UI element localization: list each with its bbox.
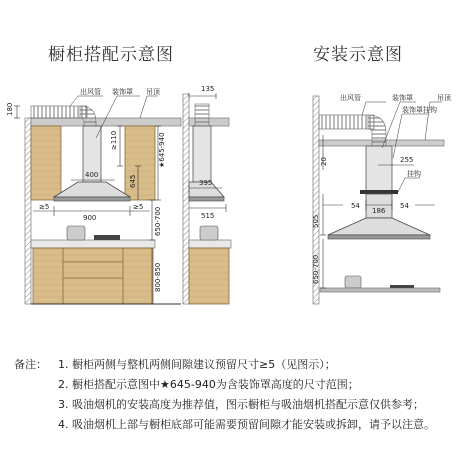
dim-395: 395: [199, 179, 213, 187]
base-cabinet: [33, 248, 153, 304]
dim-r650-700: 650-700: [312, 254, 320, 284]
dim-r54-right: 54: [400, 202, 409, 210]
dim-515: 515: [201, 212, 215, 220]
note-text: 1. 橱柜两侧与整机两侧间隙建议预留尺寸≥5（见图示）；: [58, 358, 336, 371]
label-decor-cover: 装饰罩: [112, 88, 133, 96]
dim-r186: 186: [372, 207, 386, 215]
left-wall: [25, 118, 31, 304]
pot-icon: [67, 226, 85, 240]
dim-650-700: 650-700: [154, 206, 162, 236]
hood-canopy: [54, 182, 130, 197]
upper-cabinet-left: [31, 126, 61, 200]
label-right-outlet-pipe: 出风管: [340, 94, 361, 102]
label-ceiling: 吊顶: [146, 88, 160, 96]
dim-gap-right: ≥5: [133, 203, 144, 211]
right-chimney: [366, 146, 392, 194]
installation-diagram: [312, 93, 452, 304]
label-right-decor-cover: 装饰罩: [392, 94, 413, 102]
notes-prefix: 备注：: [14, 358, 47, 371]
note-item: [14, 355, 454, 375]
side-chimney: [193, 126, 211, 182]
dim-900: 900: [83, 214, 97, 222]
side-cabinet: [189, 248, 229, 304]
dim-r255: 255: [400, 156, 414, 164]
dim-800-850: 800-850: [154, 262, 162, 292]
note-item: [14, 395, 454, 415]
note-text: 3. 吸油烟机的安装高度为推荐值，图示橱柜与吸油烟机搭配示意仅供参考；: [58, 398, 424, 411]
label-hook: 挂钩: [407, 170, 421, 178]
left-diagram-title: 橱柜搭配示意图: [48, 45, 174, 65]
right-diagram-title: 安装示意图: [313, 45, 403, 65]
outlet-duct-horizontal: [31, 106, 87, 118]
hook-bar: [360, 190, 398, 194]
note-text: 4. 吸油烟机上部与橱柜底部可能需要预留间隙才能安装或拆卸，请予以注意。: [58, 418, 435, 431]
label-outlet-pipe: 出风管: [80, 88, 101, 96]
ceiling-slab: [31, 118, 181, 126]
right-hood-canopy: [328, 218, 430, 235]
cabinet-diagram: [6, 87, 181, 304]
dim-645-940: ★645-940: [158, 132, 166, 168]
label-decor-hook: 装饰罩挂钩: [402, 106, 437, 114]
label-right-ceiling: 吊顶: [437, 94, 451, 102]
note-text: 2. 橱柜搭配示意图中★645-940为含装饰罩高度的尺寸范围；: [58, 378, 359, 391]
right-counter: [320, 288, 440, 292]
hood-bottom: [54, 197, 130, 201]
dim-645: 645: [129, 174, 137, 188]
dim-110: ≥110: [110, 130, 118, 150]
dim-r505: 505: [312, 214, 320, 228]
right-duct-horizontal: [319, 115, 374, 129]
counter-top: [31, 240, 155, 248]
stove-icon: [94, 235, 120, 240]
dim-r54-left: 54: [351, 202, 360, 210]
dim-400: 400: [85, 171, 99, 179]
note-item: [14, 415, 454, 435]
dim-gap-left: ≥5: [39, 203, 50, 211]
side-wall: [183, 94, 189, 304]
right-pot-icon: [345, 276, 361, 288]
side-view-diagram: [183, 85, 231, 304]
note-item: [14, 375, 454, 395]
dim-135: 135: [201, 85, 215, 93]
notes-section: [14, 355, 454, 435]
dim-r20: 20: [320, 157, 328, 166]
dim-180: 180: [6, 102, 14, 116]
